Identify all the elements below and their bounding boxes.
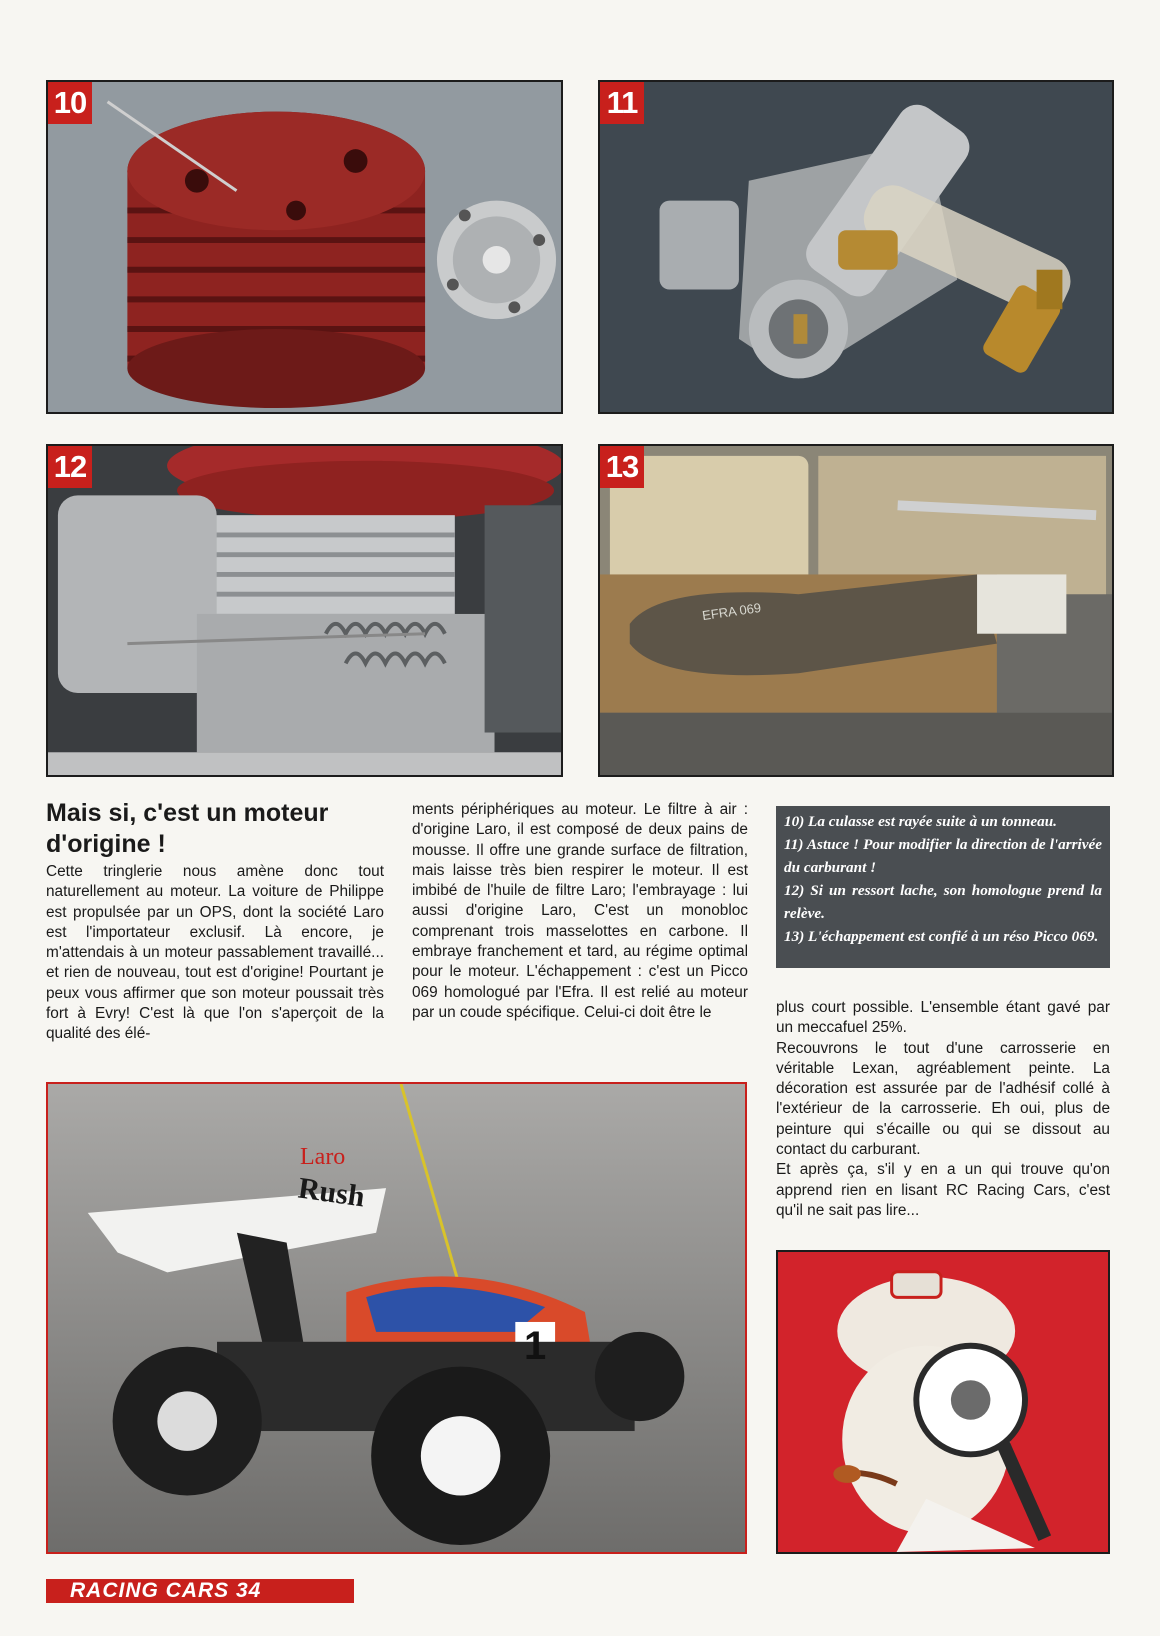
body-column-1: [46, 862, 384, 1045]
caption-12: 12) Si un ressort lache, son homologue prend la relève.: [784, 882, 1102, 922]
exhaust-label: EFRA 069: [701, 599, 763, 624]
caption-11: 11) Astuce ! Pour modifier la direction de l'arrivée du carburant !: [784, 836, 1102, 876]
column-3-para-1: plus court possible. L'ensemble étant gavé par un meccafuel 25%.: [776, 999, 1110, 1037]
body-column-3: [776, 998, 1110, 1221]
illustration-detective: [776, 1250, 1110, 1554]
caption-10: 10) La culasse est rayée suite à un tonneau.: [784, 813, 1057, 830]
body-column-2: [412, 800, 748, 1023]
photo-11-carburetor: [598, 80, 1114, 414]
column-3-para-3: Et après ça, s'il y en a un qui trouve qu'on apprend rien en lisant RC Racing Cars, c'est qu'il ne sait pas lire...: [776, 1161, 1110, 1219]
photo-12-engine-springs: [46, 444, 563, 777]
photo-number-13: 13: [600, 446, 644, 488]
photo-number-11: 11: [600, 82, 644, 124]
wing-model: Rush: [296, 1171, 367, 1214]
photo-number-12: 12: [48, 446, 92, 488]
caption-13: 13) L'échappement est confié à un réso Picco 069.: [784, 928, 1099, 945]
wing-brand: Laro: [300, 1144, 346, 1170]
column-2-text: ments périphériques au moteur. Le filtre à air : d'origine Laro, il est composé de deux pains de mousse. Il offre une grande surface de filtration, mais laisse très bien respirer le moteur. Il est imbibé de l'huile de filtre Laro; l'embrayage : lui aussi d'origine Laro, C'est un monobloc comprenant trois masselottes en carbone. Il embraye franchement et tard, au régime optimal pour le moteur. L'échappement : c'est un Picco 069 homologué par l'Efra. Il est relié au moteur par un coude spécifique. Celui-ci doit être le: [412, 801, 748, 1021]
photo-number-10: 10: [48, 82, 92, 124]
photo-laro-rush-buggy: [46, 1082, 747, 1554]
footer-magazine-page: RACING CARS 34: [46, 1579, 354, 1603]
photo-13-exhaust: [598, 444, 1114, 777]
photo-captions-box: [776, 806, 1110, 968]
car-number: 1: [524, 1324, 547, 1368]
article-headline: Mais si, c'est un moteur d'origine !: [46, 799, 329, 858]
photo-10-cylinder-head: [46, 80, 563, 414]
column-1-text: Cette tringlerie nous amène donc tout naturellement au moteur. La voiture de Philippe est propulsée par un OPS, dont la société Laro est l'importateur exclusif. Là encore, je m'attendais à un moteur passablement travaillé... et rien de nouveau, tout est d'origine! Pourtant je peux vous affirmer que son moteur poussait très fort à Evry! C'est là que l'on s'aperçoit de la qualité des élé-: [46, 863, 384, 1043]
column-3-para-2: Recouvrons le tout d'une carrosserie en véritable Lexan, agréablement peinte. La décoration est assurée par de l'adhésif collé à l'extérieur de la carrosserie. Eh oui, plus de peinture qui s'écaille ou qui se dissout au contact du carburant.: [776, 1039, 1110, 1159]
